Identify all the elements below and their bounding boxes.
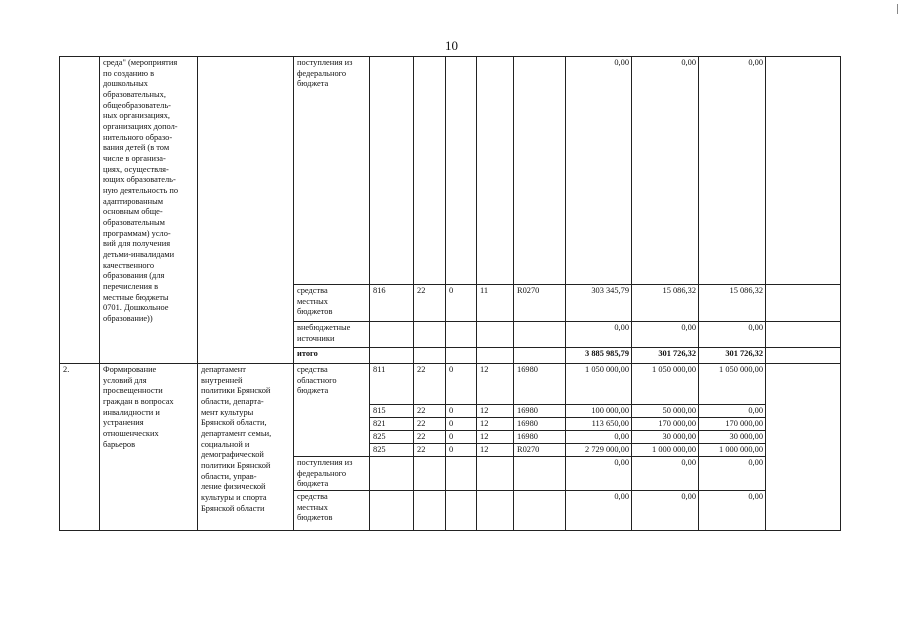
direction-code-cell: R0270 (514, 444, 566, 457)
direction-code-cell: R0270 (514, 285, 566, 322)
amount-cell: 0,00 (699, 57, 766, 285)
gp-code-cell (414, 57, 446, 285)
result-cell (766, 322, 841, 348)
result-cell (766, 57, 841, 285)
amount-cell: 170 000,00 (699, 418, 766, 431)
measure-name-cell: Формирование условий для просвещенности граждан в вопросах инвалидности и устранения отношенческих барьеров (100, 364, 198, 531)
pgp-code-cell: 0 (446, 405, 477, 418)
om-code-cell (477, 348, 514, 364)
gp-code-cell (414, 457, 446, 491)
amount-cell: 1 000 000,00 (699, 444, 766, 457)
funding-source-cell: внебюджетные источники (294, 322, 370, 348)
direction-code-cell (514, 57, 566, 285)
amount-cell: 0,00 (699, 457, 766, 491)
row-number-cell (60, 57, 100, 364)
grbs-code-cell: 825 (370, 444, 414, 457)
funding-source-cell: средства местных бюджетов (294, 285, 370, 322)
amount-cell: 0,00 (699, 405, 766, 418)
amount-cell: 50 000,00 (632, 405, 699, 418)
om-code-cell (477, 491, 514, 531)
result-cell (766, 364, 841, 531)
total-amount-cell: 301 726,32 (632, 348, 699, 364)
funding-source-cell: итого (294, 348, 370, 364)
pgp-code-cell (446, 491, 477, 531)
direction-code-cell (514, 457, 566, 491)
om-code-cell: 12 (477, 418, 514, 431)
om-code-cell: 11 (477, 285, 514, 322)
pgp-code-cell (446, 457, 477, 491)
direction-code-cell (514, 491, 566, 531)
amount-cell: 0,00 (632, 491, 699, 531)
grbs-code-cell: 821 (370, 418, 414, 431)
grbs-code-cell: 815 (370, 405, 414, 418)
direction-code-cell (514, 322, 566, 348)
amount-cell: 0,00 (566, 491, 632, 531)
om-code-cell: 12 (477, 431, 514, 444)
grbs-code-cell (370, 57, 414, 285)
table-row (60, 57, 841, 285)
gp-code-cell (414, 348, 446, 364)
pgp-code-cell: 0 (446, 364, 477, 405)
funding-source-cell: средства областного бюджета (294, 364, 370, 457)
amount-cell: 30 000,00 (699, 431, 766, 444)
result-cell (766, 348, 841, 364)
row-number-cell: 2. (60, 364, 100, 531)
pgp-code-cell: 0 (446, 444, 477, 457)
total-amount-cell: 3 885 985,79 (566, 348, 632, 364)
scan-edge-mark (897, 4, 898, 14)
amount-cell: 100 000,00 (566, 405, 632, 418)
grbs-code-cell (370, 322, 414, 348)
amount-cell: 1 050 000,00 (566, 364, 632, 405)
gp-code-cell: 22 (414, 405, 446, 418)
om-code-cell (477, 57, 514, 285)
gp-code-cell (414, 491, 446, 531)
executor-cell: департамент внутренней политики Брянской области, департа- мент культуры Брянской области, департамент семьи, социальной и демографической политики Брянской области, управ- ление физической культуры и спорта Брянской области (198, 364, 294, 531)
direction-code-cell (514, 348, 566, 364)
gp-code-cell: 22 (414, 431, 446, 444)
grbs-code-cell (370, 457, 414, 491)
grbs-code-cell (370, 348, 414, 364)
direction-code-cell: 16980 (514, 364, 566, 405)
pgp-code-cell: 0 (446, 418, 477, 431)
executor-cell (198, 57, 294, 364)
om-code-cell: 12 (477, 364, 514, 405)
amount-cell: 15 086,32 (632, 285, 699, 322)
gp-code-cell: 22 (414, 364, 446, 405)
amount-cell: 1 000 000,00 (632, 444, 699, 457)
amount-cell: 1 050 000,00 (632, 364, 699, 405)
grbs-code-cell (370, 491, 414, 531)
funding-source-cell: поступления из федерального бюджета (294, 457, 370, 491)
amount-cell: 0,00 (699, 322, 766, 348)
amount-cell: 0,00 (566, 457, 632, 491)
amount-cell: 0,00 (566, 322, 632, 348)
gp-code-cell: 22 (414, 444, 446, 457)
direction-code-cell: 16980 (514, 418, 566, 431)
amount-cell: 0,00 (566, 57, 632, 285)
amount-cell: 0,00 (566, 431, 632, 444)
page-number: 10 (445, 38, 458, 53)
amount-cell: 303 345,79 (566, 285, 632, 322)
table-row (60, 364, 841, 405)
direction-code-cell: 16980 (514, 431, 566, 444)
grbs-code-cell: 816 (370, 285, 414, 322)
amount-cell: 30 000,00 (632, 431, 699, 444)
measure-name-cell: среда" (мероприятия по созданию в дошкольных образовательных, общеобразователь- ных организациях, организациях допол- нительного образо- вания детей (в том числе в организа- циях, осуществля- ющих образователь- ную деятельность по адаптированным основным обще- образовательным программам) усло- вий для получения детьми-инвалидами качественного образования (для перечисления в местные бюджеты 0701. Дошкольное образование)) (100, 57, 198, 364)
pgp-code-cell (446, 57, 477, 285)
gp-code-cell: 22 (414, 285, 446, 322)
gp-code-cell (414, 322, 446, 348)
pgp-code-cell (446, 322, 477, 348)
funding-source-cell: средства местных бюджетов (294, 491, 370, 531)
amount-cell: 0,00 (699, 491, 766, 531)
om-code-cell: 12 (477, 444, 514, 457)
direction-code-cell: 16980 (514, 405, 566, 418)
amount-cell: 1 050 000,00 (699, 364, 766, 405)
result-cell (766, 285, 841, 322)
pgp-code-cell: 0 (446, 285, 477, 322)
amount-cell: 15 086,32 (699, 285, 766, 322)
amount-cell: 2 729 000,00 (566, 444, 632, 457)
amount-cell: 170 000,00 (632, 418, 699, 431)
amount-cell: 0,00 (632, 57, 699, 285)
pgp-code-cell (446, 348, 477, 364)
om-code-cell (477, 457, 514, 491)
amount-cell: 0,00 (632, 457, 699, 491)
funding-source-cell: поступления из федерального бюджета (294, 57, 370, 285)
total-amount-cell: 301 726,32 (699, 348, 766, 364)
grbs-code-cell: 825 (370, 431, 414, 444)
amount-cell: 0,00 (632, 322, 699, 348)
budget-table (59, 56, 841, 531)
amount-cell: 113 650,00 (566, 418, 632, 431)
grbs-code-cell: 811 (370, 364, 414, 405)
om-code-cell (477, 322, 514, 348)
gp-code-cell: 22 (414, 418, 446, 431)
pgp-code-cell: 0 (446, 431, 477, 444)
om-code-cell: 12 (477, 405, 514, 418)
